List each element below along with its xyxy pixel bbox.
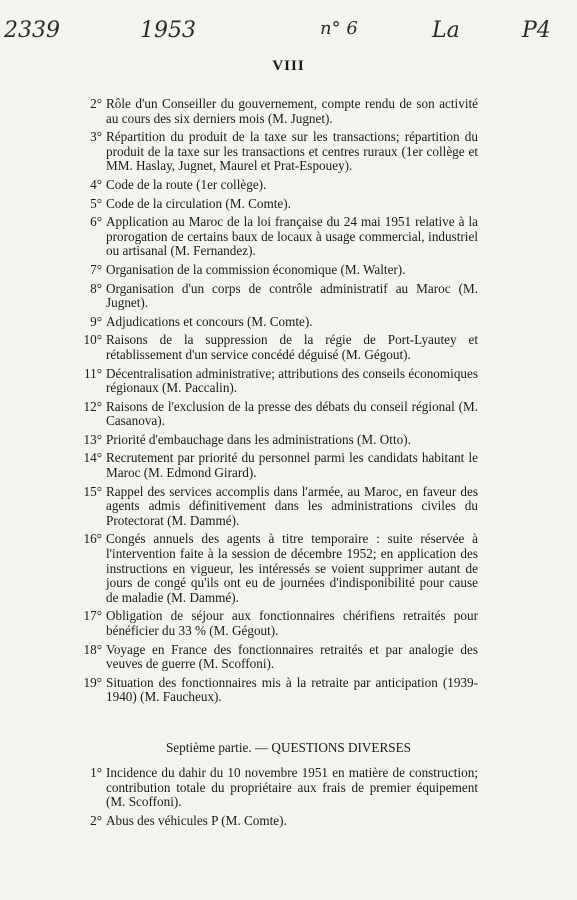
list-item [78, 178, 478, 193]
item-text: Rappel des services accomplis dans l'armée, au Maroc, en faveur des agents admis définitivement dans les administrations civiles du Protectorat (M. Dammé). [106, 483, 478, 528]
handwritten-note-la: La [432, 18, 460, 43]
page-number: VIII [272, 58, 305, 74]
item-number: 13° [83, 431, 102, 447]
list-item [78, 485, 478, 529]
list-item [78, 97, 478, 126]
item-text: Adjudications et concours (M. Comte). [106, 313, 313, 329]
item-number: 5° [90, 195, 102, 211]
list-item [78, 609, 478, 638]
item-number: 2° [90, 96, 102, 111]
item-text: Raisons de l'exclusion de la presse des débats du conseil régional (M. Casanova). [106, 398, 478, 429]
item-text: Application au Maroc de la loi française du 24 mai 1951 relative à la prorogation de certains baux de locaux à usage commercial, industriel ou artisanal (M. Fernandez). [106, 214, 478, 259]
questions-list [78, 766, 478, 832]
handwritten-note-reference: 2339 [4, 18, 60, 43]
item-text: Incidence du dahir du 10 novembre 1951 en matière de construction; contribution totale du propriétaire aux frais de premier équipement (M. Scoffoni). [106, 765, 478, 810]
item-text: Abus des véhicules P (M. Comte). [106, 812, 287, 828]
item-number: 10° [83, 332, 102, 348]
item-number: 3° [90, 129, 102, 145]
list-item [78, 197, 478, 212]
item-number: 18° [83, 641, 102, 657]
handwritten-note-page: P4 [522, 18, 551, 43]
item-text: Organisation d'un corps de contrôle administratif au Maroc (M. Jugnet). [106, 280, 478, 311]
list-item [78, 400, 478, 429]
list-item [78, 333, 478, 362]
list-item [78, 814, 478, 829]
item-text: Code de la route (1er collège). [106, 176, 267, 192]
item-text: Recrutement par priorité du personnel parmi les candidats habitant le Maroc (M. Edmond Girard). [106, 450, 478, 481]
item-number: 11° [84, 365, 102, 381]
item-number: 15° [83, 483, 102, 499]
item-number: 7° [90, 261, 102, 277]
item-number: 4° [90, 176, 102, 192]
item-number: 12° [83, 398, 102, 414]
section-title: Septième partie. — QUESTIONS DIVERSES [165, 740, 412, 755]
item-text: Rôle d'un Conseiller du gouvernement, compte rendu de son activité au cours des six derniers mois (M. Jugnet). [106, 96, 478, 126]
item-text: Obligation de séjour aux fonctionnaires chérifiens retraités pour bénéficier du 33 % (M. Gégout). [106, 608, 478, 638]
list-item [78, 215, 478, 259]
list-item [78, 130, 478, 174]
handwritten-note-year: 1953 [140, 18, 196, 43]
item-number: 2° [90, 812, 102, 828]
item-text: Voyage en France des fonctionnaires retraités et par analogie des veuves de guerre (M. Scoffoni). [106, 641, 478, 672]
list-item [78, 766, 478, 810]
item-text: Organisation de la commission économique (M. Walter). [106, 261, 406, 277]
item-text: Code de la circulation (M. Comte). [106, 195, 291, 211]
item-number: 8° [90, 280, 102, 296]
item-number: 19° [83, 674, 102, 690]
handwritten-note-issue: n° 6 [320, 18, 358, 39]
list-item [78, 315, 478, 330]
list-item [78, 676, 478, 705]
item-number: 1° [90, 765, 102, 780]
item-number: 9° [90, 313, 102, 329]
item-number: 6° [90, 214, 102, 230]
item-text: Répartition du produit de la taxe sur les transactions; répartition du produit de la taxe sur les transactions et centres ruraux (1er collège et MM. Haslay, Jugnet, Maurel et Prat-Espouey). [106, 129, 478, 174]
list-item [78, 451, 478, 480]
item-text: Congés annuels des agents à titre temporaire : suite réservée à l'intervention faite à la session de décembre 1952; en application des instructions en vigueur, les intéressés se voient supprimer autant de jours de congé qu'ils ont eu de journées d'indisponibilité pour cause de maladie (M. Dammé). [106, 531, 478, 605]
list-item [78, 367, 478, 396]
list-item [78, 643, 478, 672]
list-item [78, 532, 478, 605]
item-number: 14° [83, 450, 102, 466]
item-number: 16° [83, 531, 102, 547]
item-number: 17° [83, 608, 102, 624]
item-text: Situation des fonctionnaires mis à la retraite par anticipation (1939-1940) (M. Faucheux). [106, 674, 478, 705]
list-item [78, 263, 478, 278]
list-item [78, 433, 478, 448]
list-item [78, 282, 478, 311]
agenda-list [78, 97, 478, 709]
item-text: Priorité d'embauchage dans les administrations (M. Otto). [106, 431, 411, 447]
item-text: Raisons de la suppression de la régie de Port-Lyautey et rétablissement d'un service concédé déguisé (M. Gégout). [106, 332, 478, 362]
item-text: Décentralisation administrative; attributions des conseils économiques régionaux (M. Paccalin). [106, 365, 478, 396]
